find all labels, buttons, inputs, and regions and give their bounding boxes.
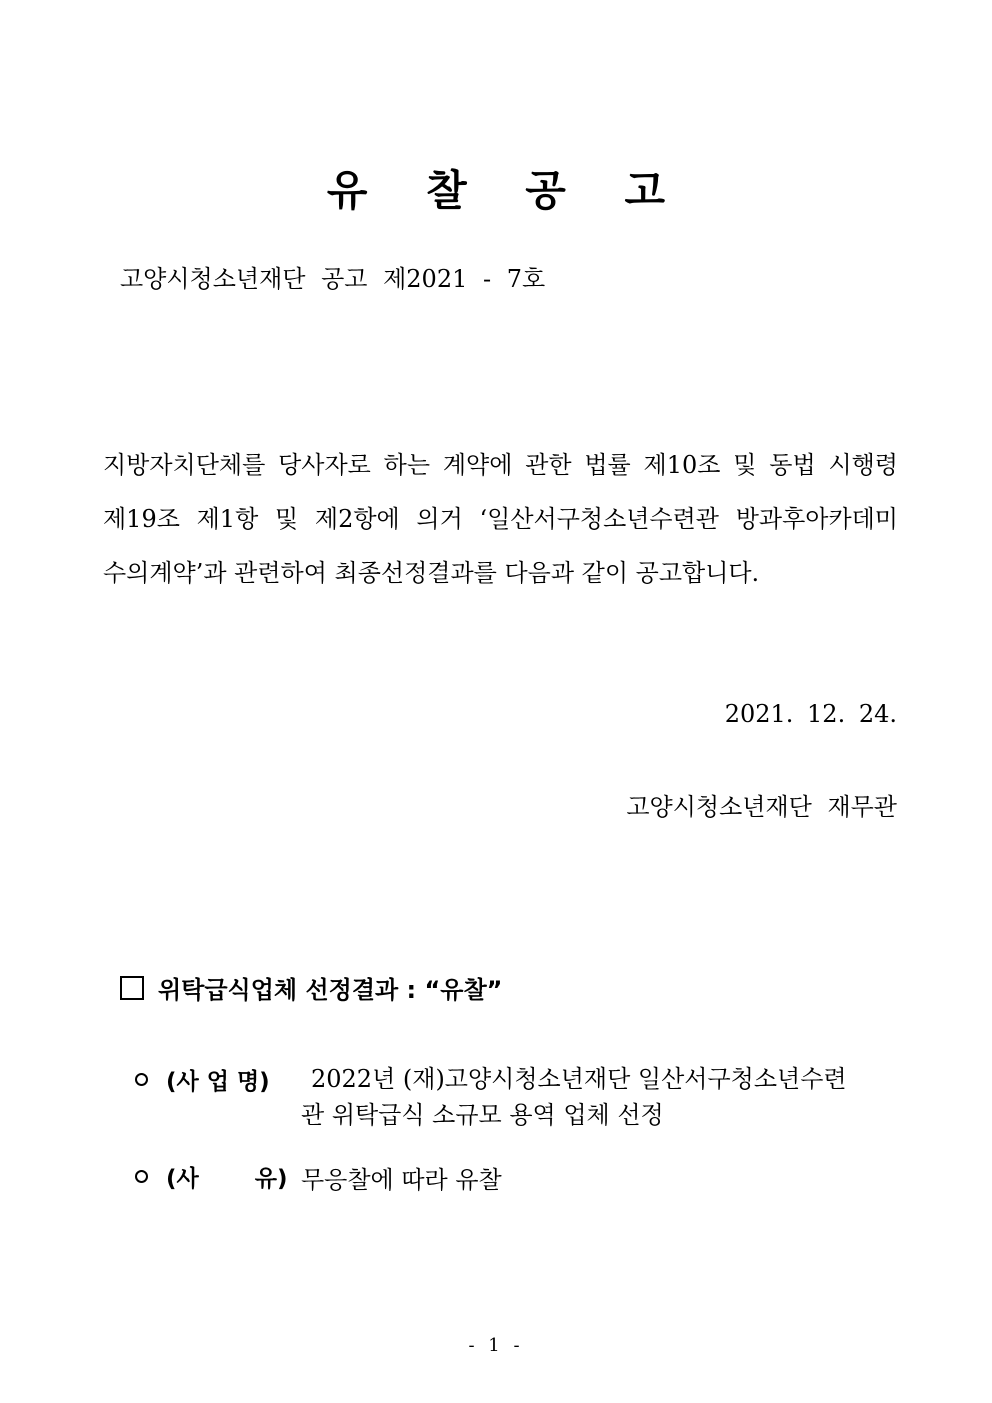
list-item-reason [135, 1160, 502, 1200]
circle-bullet-icon [135, 1073, 148, 1086]
page-number: - 1 - [468, 1335, 524, 1356]
section-heading [120, 970, 502, 1005]
list-item-project-name [135, 1063, 847, 1135]
item-value [301, 1160, 502, 1200]
document-title: 유 찰 공 고 [326, 166, 688, 215]
item-label: (사 유) [166, 1166, 288, 1192]
checkbox-icon [120, 976, 144, 1000]
section-heading-text: 위탁급식업체 선정결과 : “유찰” [158, 976, 503, 1004]
circle-bullet-icon [135, 1170, 148, 1183]
issuer: 고양시청소년재단 재무관 [626, 793, 897, 821]
announcement-date: 2021. 12. 24. [724, 700, 897, 728]
item-value-line: 무응찰에 따라 유찰 [301, 1166, 502, 1194]
notice-number: 고양시청소년재단 공고 제2021 - 7호 [120, 265, 546, 293]
item-value-line: 관 위탁급식 소규모 용역 업체 선정 [301, 1101, 664, 1129]
body-paragraph: 지방자치단체를 당사자로 하는 계약에 관한 법률 제10조 및 동법 시행령 제19조 제1항 및 제2항에 의거 ‘일산서구청소년수련관 방과후아카데미 수의계약’과 관련하여 최종선정결과를 다음과 같이 공고합니다. [103, 451, 898, 587]
item-value-line: 2022년 (재)고양시청소년재단 일산서구청소년수련 [311, 1065, 847, 1093]
item-value [301, 1063, 847, 1135]
item-label: (사 업 명) [166, 1069, 270, 1095]
